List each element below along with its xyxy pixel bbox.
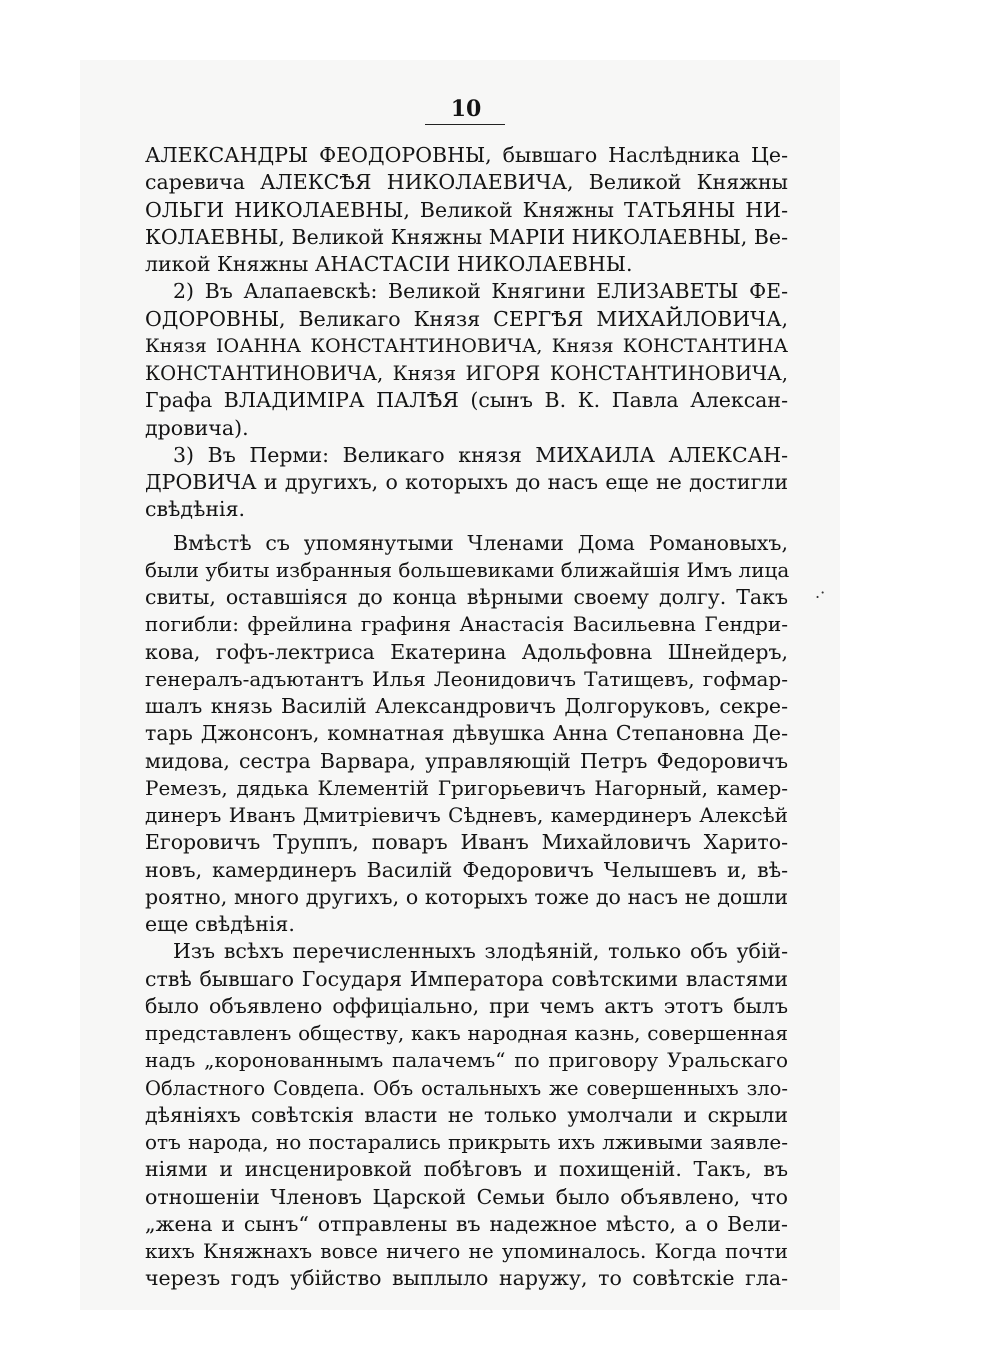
paragraph-alapaevsk	[145, 278, 788, 442]
text-line: Вмѣстѣ съ упомянутыми Членами Дома Романовыхъ,	[173, 530, 788, 555]
text-line: черезъ годъ убійство выплыло наружу, то совѣтскіе гла-	[145, 1266, 788, 1291]
text-line: ОЛЬГИ НИКОЛАЕВНЫ, Великой Княжны ТАТЬЯНЫ НИ-	[145, 197, 788, 222]
text-line: свѣдѣнія.	[145, 497, 246, 522]
text-line: были убиты избранныя большевиками ближайшія Имъ лица	[145, 557, 790, 582]
text-line: роятно, много другихъ, о которыхъ тоже до насъ не дошли	[145, 884, 788, 909]
paragraph-announcement	[145, 938, 788, 1292]
text-line: новъ, камердинеръ Василій Федоровичъ Челышевъ и, вѣ-	[145, 857, 788, 882]
paragraph-retinue	[145, 530, 788, 939]
text-line: Ремезъ, дядька Клементій Григорьевичъ Нагорный, камер-	[145, 775, 788, 800]
text-line: КОЛАЕВНЫ, Великой Княжны МАРІИ НИКОЛАЕВНЫ, Ве-	[145, 224, 788, 249]
paragraph-perm	[145, 442, 788, 524]
text-line: генералъ-адъютантъ Илья Леонидовичъ Татищевъ, гофмар-	[145, 666, 788, 691]
text-line: ОДОРОВНЫ, Великаго Князя СЕРГѢЯ МИХАЙЛОВИЧА,	[145, 306, 788, 331]
text-line: еще свѣдѣнія.	[145, 912, 295, 936]
text-line: Графа ВЛАДИМІРА ПАЛѢЯ (сынъ В. К. Павла Алексан-	[145, 388, 788, 413]
text-line: отъ народа, но постарались прикрыть ихъ лживыми заявле-	[145, 1130, 788, 1154]
text-line: кова, гофъ-лектриса Екатерина Адольфовна Шнейдеръ,	[145, 639, 788, 664]
text-line: саревича АЛЕКСѢЯ НИКОЛАЕВИЧА, Великой Княжны	[145, 170, 788, 195]
text-line: АЛЕКСАНДРЫ ФЕОДОРОВНЫ, бывшаго Наслѣдника Це-	[145, 143, 788, 167]
body-text	[145, 142, 788, 1293]
text-line: ДРОВИЧА и другихъ, о которыхъ до насъ еще не достигли	[145, 470, 788, 494]
text-line: 3) Въ Перми: Великаго князя МИХАИЛА АЛЕКСАН-	[173, 442, 788, 467]
text-line: Изъ всѣхъ перечисленныхъ злодѣяній, только объ убій-	[173, 939, 788, 964]
margin-mark: .·	[815, 583, 826, 602]
text-line: динеръ Иванъ Дмитріевичъ Сѣдневъ, камердинеръ Алексѣй	[145, 803, 788, 827]
text-line: надъ „коронованнымъ палачемъ“ по приговору Уральскаго	[145, 1048, 788, 1073]
text-line: представленъ обществу, какъ народная казнь, совершенная	[145, 1021, 788, 1045]
text-line: отношеніи Членовъ Царской Семьи было объявлено, что	[145, 1184, 788, 1209]
text-line: „жена и сынъ“ отправлены въ надежное мѣсто, а о Вели-	[145, 1211, 788, 1236]
text-line: ствѣ бывшаго Государя Императора совѣтскими властями	[145, 966, 788, 991]
text-line: Князя ІОАННА КОНСТАНТИНОВИЧА, Князя КОНСТАНТИНА	[145, 334, 788, 357]
text-line: ликой Княжны АНАСТАСІИ НИКОЛАЕВНЫ.	[145, 252, 633, 276]
text-line: было объявлено оффиціально, при чемъ актъ этотъ былъ	[145, 993, 788, 1018]
paragraph-tsarskoe-family	[145, 142, 788, 278]
text-line: дѣяніяхъ совѣтскія власти не только умолчали и скрыли	[145, 1102, 788, 1127]
text-line: мидова, сестра Варвара, управляющій Петръ Федоровичъ	[145, 748, 788, 773]
text-line: 2) Въ Алапаевскѣ: Великой Княгини ЕЛИЗАВЕТЫ ФЕ-	[173, 279, 788, 304]
page-number: 10	[450, 96, 482, 122]
text-line: свиты, оставшіяся до конца вѣрными своему долгу. Такъ	[145, 585, 788, 609]
text-line: Егоровичъ Труппъ, поваръ Иванъ Михайловичъ Харито-	[145, 830, 788, 855]
text-line: шалъ князь Василій Александровичъ Долгоруковъ, секре-	[145, 694, 788, 718]
text-line: КОНСТАНТИНОВИЧА, Князя ИГОРЯ КОНСТАНТИНОВИЧА,	[145, 362, 788, 385]
text-line: ніями и инсценировкой побѣговъ и похищеній. Такъ, въ	[145, 1157, 788, 1182]
page-number-rule	[425, 124, 505, 125]
text-line: тарь Джонсонъ, комнатная дѣвушка Анна Степановна Де-	[145, 721, 788, 746]
text-line: кихъ Княжнахъ вовсе ничего не упоминалось. Когда почти	[145, 1239, 788, 1263]
text-line: погибли: фрейлина графиня Анастасія Васильевна Гендри-	[145, 612, 788, 637]
text-line: Областного Совдепа. Объ остальныхъ же совершенныхъ зло-	[145, 1076, 788, 1100]
text-line: дровича).	[145, 415, 249, 440]
